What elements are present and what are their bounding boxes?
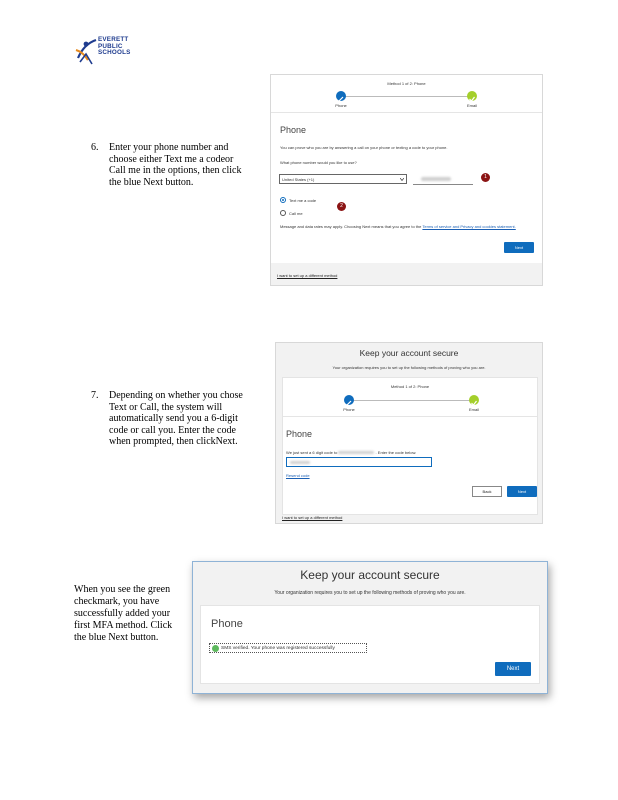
content-panel [282,377,538,515]
code-sent-message [286,450,536,455]
terms-text: Message and data rates may apply. Choosing Next means that you agree to the [280,224,422,229]
code-sent-prefix: We just sent a 6 digit code to [286,450,338,455]
step-6-text: Enter your phone number and choose either Text me a codeor Call me in the options, then click the blue Next button. [109,142,242,188]
method-label: Method 1 of 2: Phone [390,384,430,389]
final-note: When you see the green checkmark, you have successfully added your first MFA method. Click the blue Next button. [74,584,173,643]
screenshot-enter-code [275,342,543,524]
radio-selected-dot [282,199,284,201]
resend-code-link[interactable]: Resend code [286,473,310,478]
header-subtitle: Your organization requires you to set up the following methods of proving who you are. [332,365,486,370]
phone-title: Phone [280,125,307,135]
callout-badge-1: 1 [481,173,490,182]
step-phone-label: Phone [335,103,347,108]
step-email-check-icon [469,395,479,405]
different-method-link[interactable]: I want to set up a different method [282,515,343,520]
phone-question: What phone number would you like to use? [280,160,357,165]
logo-text [98,37,131,57]
figure-logo-icon [74,36,100,66]
next-button[interactable]: Next [504,242,534,253]
method-label: Method 1 of 2: Phone [387,81,426,86]
step-email-check-icon [467,91,477,101]
phone-title: Phone [211,618,243,630]
different-method-link[interactable]: I want to set up a different method [277,273,338,278]
verified-message [209,643,367,653]
step-7-text: Depending on whether you chose Text or Call, the system will automatically send you a 6-digit code or call you. Enter the code when prompted, then clickNext. [109,390,243,448]
phone-title: Phone [286,429,313,439]
logo-line-3: SCHOOLS [98,49,131,57]
terms-notice [280,224,535,230]
code-input[interactable] [286,457,432,467]
code-sent-suffix: . Enter the code below. [375,450,417,455]
footer-bar [271,263,542,285]
text-me-label: Text me a code [289,198,317,203]
verified-text: SMS verified. Your phone was registered successfully [221,646,335,651]
header-subtitle: Your organization requires you to set up the following methods of proving who you are. [274,590,466,596]
step-6-number: 6. [91,142,99,153]
content-panel [200,605,540,684]
call-me-radio[interactable] [280,210,286,216]
step-email-label: Email [466,103,477,108]
phone-description: You can prove who you are by answering a call on your phone or texting a code to your phone. [280,145,448,150]
progress-line [343,96,473,97]
step-phone-icon [336,91,346,101]
redacted-phone-number [421,177,451,181]
divider [283,416,537,417]
text-me-radio[interactable] [280,197,286,203]
school-logo [74,36,144,66]
callout-badge-2: 2 [337,202,346,211]
phone-number-input[interactable] [413,174,473,185]
country-select[interactable] [279,174,407,184]
redacted-code [290,461,310,464]
header-title: Keep your account secure [300,568,440,582]
logo-line-2: PUBLIC [98,42,123,50]
screenshot-phone-entry [270,74,543,286]
back-button[interactable]: Back [472,486,502,497]
next-button[interactable]: Next [495,662,531,676]
chevron-down-icon [400,178,404,181]
screenshot-sms-verified [192,561,548,694]
step-phone-label: Phone [343,407,355,412]
logo-line-1: EVERETT [98,36,129,43]
header-title: Keep your account secure [359,348,459,358]
terms-link[interactable]: Terms of service and Privacy and cookies statement. [422,224,516,229]
step-phone-icon [344,395,354,405]
step-7-number: 7. [91,390,99,401]
step-7 [91,390,251,462]
divider [271,112,542,113]
country-select-value: United States (+1) [282,177,315,182]
redacted-phone-number [338,451,374,454]
progress-line [351,400,473,401]
next-button[interactable]: Next [507,486,537,497]
green-check-icon [212,645,219,652]
step-email-label: Email [468,407,479,412]
call-me-label: Call me [289,211,303,216]
step-6 [91,142,251,202]
